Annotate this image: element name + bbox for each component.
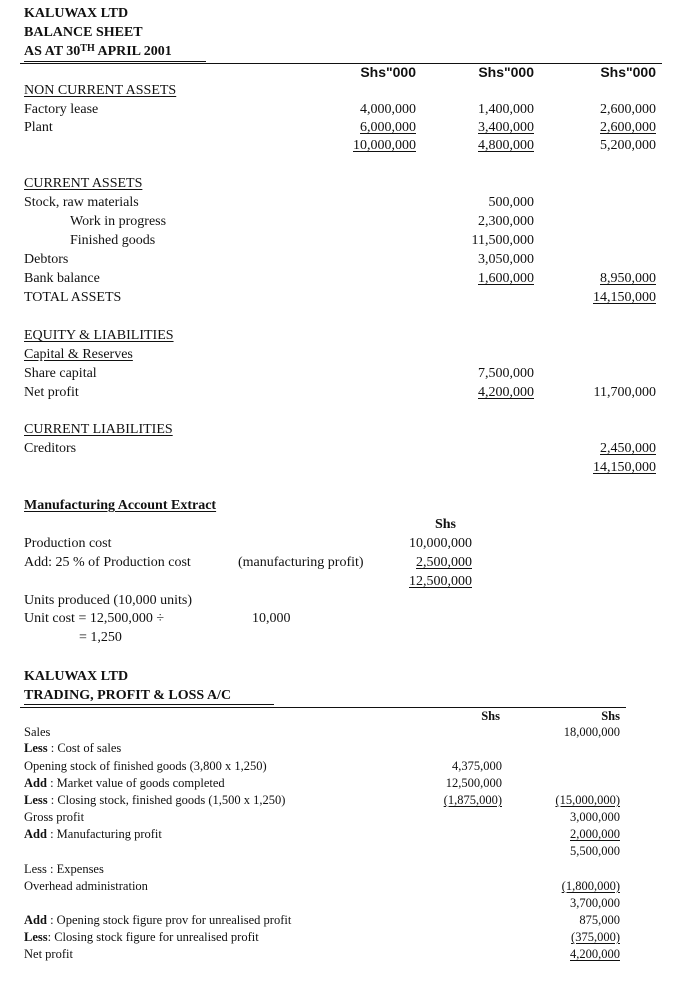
factory-lease-label: Factory lease bbox=[24, 102, 99, 117]
add-profit-value: 2,500,000 bbox=[416, 555, 472, 570]
wip-value: 2,300,000 bbox=[478, 214, 534, 229]
add-manufacturing-profit: Add : Manufacturing profit bbox=[24, 827, 162, 841]
ca-total: 8,950,000 bbox=[600, 271, 656, 286]
production-cost-label: Production cost bbox=[24, 536, 112, 551]
bank-value: 1,600,000 bbox=[478, 271, 534, 286]
less-cost-of-sales: Less : Cost of sales bbox=[24, 741, 122, 755]
trading-title-underline bbox=[24, 704, 274, 705]
add-market-value: Add : Market value of goods completed bbox=[24, 776, 225, 790]
trading-col-header-2: Shs bbox=[601, 709, 620, 723]
opening-stock-value: 4,375,000 bbox=[452, 759, 502, 773]
unit-cost-divisor: 10,000 bbox=[252, 611, 291, 626]
plant-cost: 6,000,000 bbox=[360, 120, 416, 135]
debtors-label: Debtors bbox=[24, 252, 69, 267]
sheet-title: BALANCE SHEET bbox=[24, 25, 143, 40]
sales-value: 18,000,000 bbox=[563, 725, 620, 739]
add-opening-provision: Add : Opening stock figure prov for unrealised profit bbox=[24, 913, 292, 927]
company-name: KALUWAX LTD bbox=[24, 6, 129, 21]
after-overhead-value: 3,700,000 bbox=[570, 896, 620, 910]
trading-title: TRADING, PROFIT & LOSS A/C bbox=[24, 688, 232, 703]
opening-stock-label: Opening stock of finished goods (3,800 x 1,250) bbox=[24, 759, 267, 773]
col-header-1: Shs"000 bbox=[360, 64, 416, 80]
share-capital-label: Share capital bbox=[24, 366, 97, 381]
creditors-value: 2,450,000 bbox=[600, 441, 656, 456]
finished-value: 11,500,000 bbox=[471, 233, 534, 248]
date-underline bbox=[24, 61, 206, 62]
manufacturing-col-header: Shs bbox=[434, 517, 456, 532]
subtotal-value: 5,500,000 bbox=[570, 844, 620, 858]
finished-label: Finished goods bbox=[70, 233, 156, 248]
gross-profit-value: 3,000,000 bbox=[570, 810, 620, 824]
trading-company: KALUWAX LTD bbox=[24, 669, 129, 684]
production-cost-value: 10,000,000 bbox=[409, 536, 472, 551]
sales-label: Sales bbox=[24, 725, 51, 739]
trading-rule bbox=[20, 707, 626, 708]
manufacturing-profit-value: 2,000,000 bbox=[570, 827, 620, 841]
market-value-amount: 12,500,000 bbox=[445, 776, 502, 790]
stock-raw-value: 500,000 bbox=[488, 195, 534, 210]
less-closing-provision: Less: Closing stock figure for unrealised profit bbox=[24, 930, 259, 944]
creditors-label: Creditors bbox=[24, 441, 77, 456]
total-el-value: 14,150,000 bbox=[593, 460, 656, 475]
bank-label: Bank balance bbox=[24, 271, 100, 286]
trading-net-profit-value: 4,200,000 bbox=[570, 947, 620, 961]
closing-provision-value: (375,000) bbox=[571, 930, 620, 944]
plant-label: Plant bbox=[24, 120, 53, 135]
nca-total-dep: 4,800,000 bbox=[478, 138, 534, 153]
nca-total-nbv: 5,200,000 bbox=[600, 138, 656, 153]
total-assets-label: TOTAL ASSETS bbox=[24, 290, 122, 305]
add-profit-note: (manufacturing profit) bbox=[238, 555, 364, 570]
gross-profit-label: Gross profit bbox=[24, 810, 85, 824]
cl-heading: CURRENT LIABILITIES bbox=[24, 422, 173, 437]
unit-cost-line: Unit cost = 12,500,000 ÷ bbox=[24, 611, 165, 626]
cost-of-sales-total: (15,000,000) bbox=[555, 793, 620, 807]
sheet-date: AS AT 30TH APRIL 2001 bbox=[24, 43, 172, 59]
factory-lease-dep: 1,400,000 bbox=[478, 102, 534, 117]
unit-cost-result: = 1,250 bbox=[79, 630, 122, 645]
less-closing-stock: Less : Closing stock, finished goods (1,500 x 1,250) bbox=[24, 793, 286, 807]
factory-lease-nbv: 2,600,000 bbox=[600, 102, 656, 117]
nca-heading: NON CURRENT ASSETS bbox=[24, 83, 177, 98]
wip-label: Work in progress bbox=[70, 214, 167, 229]
manufacturing-heading: Manufacturing Account Extract bbox=[24, 498, 217, 513]
trading-col-header-1: Shs bbox=[481, 709, 500, 723]
opening-provision-value: 875,000 bbox=[579, 913, 620, 927]
col-header-3: Shs"000 bbox=[600, 64, 656, 80]
equity-total: 11,700,000 bbox=[593, 385, 656, 400]
net-profit-label: Net profit bbox=[24, 385, 79, 400]
closing-stock-value: (1,875,000) bbox=[443, 793, 502, 807]
nca-total-cost: 10,000,000 bbox=[353, 138, 416, 153]
overhead-value: (1,800,000) bbox=[561, 879, 620, 893]
trading-net-profit-label: Net profit bbox=[24, 947, 73, 961]
debtors-value: 3,050,000 bbox=[478, 252, 534, 267]
ca-heading: CURRENT ASSETS bbox=[24, 176, 143, 191]
units-produced: Units produced (10,000 units) bbox=[24, 593, 192, 608]
cap-heading: Capital & Reserves bbox=[24, 347, 133, 362]
plant-dep: 3,400,000 bbox=[478, 120, 534, 135]
total-assets-value: 14,150,000 bbox=[593, 290, 656, 305]
net-profit-value: 4,200,000 bbox=[478, 385, 534, 400]
share-capital-value: 7,500,000 bbox=[478, 366, 534, 381]
add-profit-label: Add: 25 % of Production cost bbox=[24, 555, 191, 570]
plant-nbv: 2,600,000 bbox=[600, 120, 656, 135]
stock-raw-label: Stock, raw materials bbox=[24, 195, 139, 210]
factory-lease-cost: 4,000,000 bbox=[360, 102, 416, 117]
col-header-2: Shs"000 bbox=[478, 64, 534, 80]
eq-heading: EQUITY & LIABILITIES bbox=[24, 328, 174, 343]
overhead-label: Overhead administration bbox=[24, 879, 148, 893]
manufacturing-total: 12,500,000 bbox=[409, 574, 472, 589]
less-expenses: Less : Expenses bbox=[24, 862, 104, 876]
